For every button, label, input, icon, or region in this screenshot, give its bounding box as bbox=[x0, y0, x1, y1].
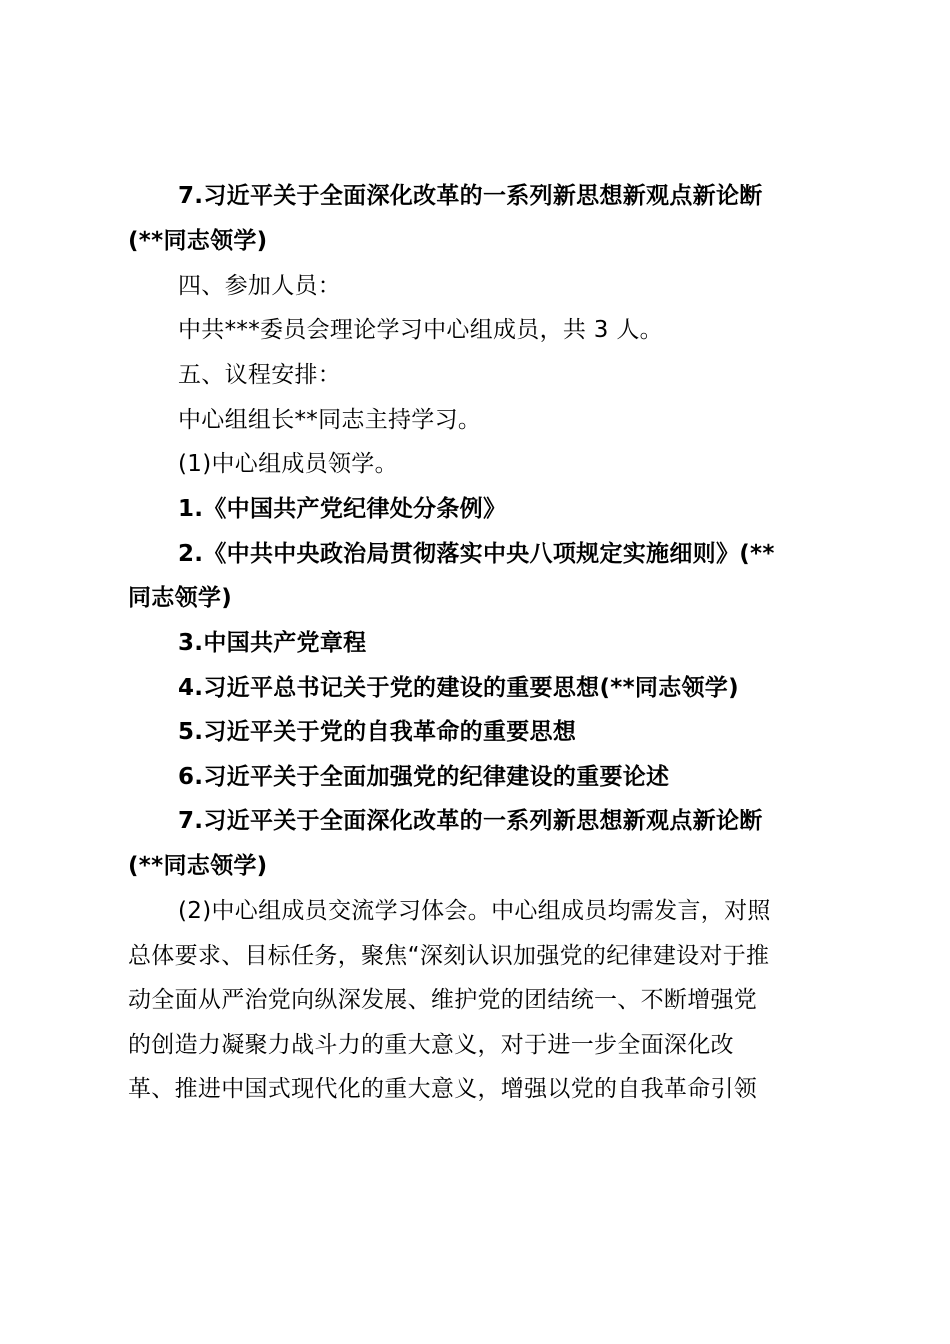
agenda-item-7-line-2: (**同志领学) bbox=[128, 228, 268, 254]
agenda-part-1-heading: (1)中心组成员领学。 bbox=[178, 451, 398, 477]
agenda-host-text: 中心组组长**同志主持学习。 bbox=[178, 407, 482, 433]
reading-item-2-line-1: 2.《中共中央政治局贯彻落实中央八项规定实施细则》(** bbox=[178, 541, 775, 567]
section-heading-agenda: 五、议程安排： bbox=[178, 362, 342, 388]
reading-item-1: 1.《中国共产党纪律处分条例》 bbox=[178, 496, 507, 522]
section-heading-participants: 四、参加人员： bbox=[178, 273, 342, 299]
agenda-item-7-line-1: 7.习近平关于全面深化改革的一系列新思想新观点新论断 bbox=[178, 183, 763, 209]
reading-item-3: 3.中国共产党章程 bbox=[178, 630, 367, 656]
reading-item-4: 4.习近平总书记关于党的建设的重要思想(**同志领学) bbox=[178, 675, 739, 701]
reading-item-7-line-1: 7.习近平关于全面深化改革的一系列新思想新观点新论断 bbox=[178, 808, 763, 834]
agenda-part-2-line-1: (2)中心组成员交流学习体会。中心组成员均需发言，对照 bbox=[178, 898, 771, 924]
agenda-part-2-line-2: 总体要求、目标任务，聚焦“深刻认识加强党的纪律建设对于推 bbox=[128, 943, 770, 969]
reading-item-5: 5.习近平关于党的自我革命的重要思想 bbox=[178, 719, 577, 745]
reading-item-6: 6.习近平关于全面加强党的纪律建设的重要论述 bbox=[178, 764, 670, 790]
agenda-part-2-line-5: 革、推进中国式现代化的重大意义，增强以党的自我革命引领 bbox=[128, 1076, 758, 1102]
reading-item-7-line-2: (**同志领学) bbox=[128, 853, 268, 879]
reading-item-2-line-2: 同志领学) bbox=[128, 585, 233, 611]
participants-text: 中共***委员会理论学习中心组成员，共 3 人。 bbox=[178, 317, 663, 343]
agenda-part-2-line-4: 的创造力凝聚力战斗力的重大意义，对于进一步全面深化改 bbox=[128, 1032, 734, 1058]
agenda-part-2-line-3: 动全面从严治党向纵深发展、维护党的团结统一、不断增强党 bbox=[128, 987, 758, 1013]
